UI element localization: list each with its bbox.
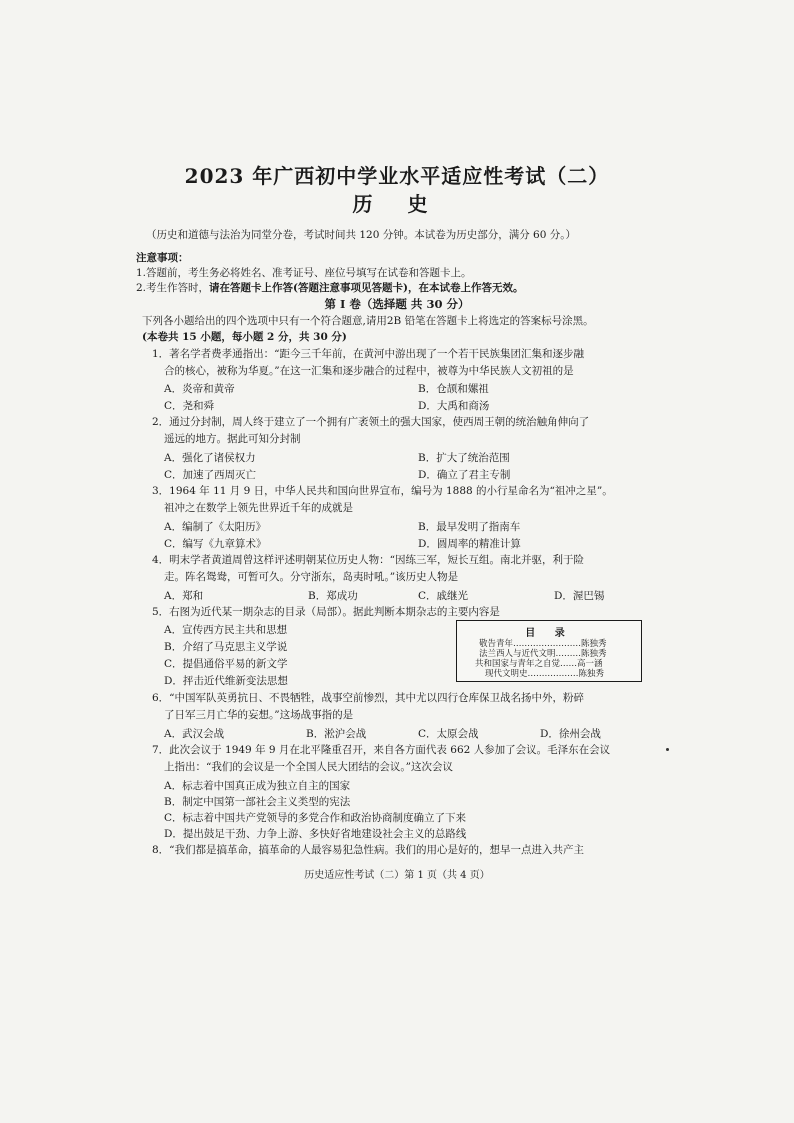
- q4-option-d: D．渥巴锡: [554, 590, 605, 602]
- q3-option-c: C．编写《九章算术》: [164, 538, 267, 550]
- q3-option-a: A．编制了《太阳历》: [164, 521, 267, 533]
- page-footer: 历史适应性考试（二）第 1 页（共 4 页）: [304, 870, 490, 881]
- notes-item-1: 1.答题前，考生务必将姓名、准考证号、座位号填写在试卷和答题卡上。: [136, 267, 472, 279]
- notes-heading: 注意事项：: [136, 252, 189, 264]
- question-1: 1．著名学者费孝通指出：“距今三千年前，在黄河中游出现了一个若干民族集团汇集和逐步融 合的核心，被称为华夏。”在这一汇集和逐步融合的过程中，被尊为中华民族人文初祖的是: [152, 348, 585, 377]
- toc-row: 法兰西人与近代文明………陈独秀: [479, 649, 607, 659]
- toc-heading: 目 录: [525, 628, 573, 639]
- q7-option-b: B．制定中国第一部社会主义类型的宪法: [164, 796, 351, 808]
- section-instruction: 下列各小题给出的四个选项中只有一个符合题意,请用2B 铅笔在答题卡上将选定的答案标号涂黑。: [142, 315, 594, 327]
- q6-option-c: C．太原会战: [418, 728, 479, 740]
- q3-option-b: B．最早发明了指南车: [418, 521, 521, 533]
- question-7: 7．此次会议于 1949 年 9 月在北平隆重召开，来自各方面代表 662 人参加了会议。毛泽东在会议 上指出：“我们的会议是一个全国人民大团结的会议。”这次会议: [152, 744, 611, 773]
- toc-row: 共和国家与青年之自觉……高一涵: [475, 659, 603, 669]
- exam-intro: （历史和道德与法治为同堂分卷，考试时间共 120 分钟。本试卷为历史部分，满分 60 分。）: [146, 229, 577, 241]
- section-title: 第 Ⅰ 卷（选择题 共 30 分）: [324, 297, 470, 311]
- q1-option-c: C．尧和舜: [164, 400, 215, 412]
- q7-option-d: D．提出鼓足干劲、力争上游、多快好省地建设社会主义的总路线: [164, 828, 467, 840]
- q2-option-a: A．强化了诸侯权力: [164, 452, 256, 464]
- q7-option-a: A．标志着中国真正成为独立自主的国家: [164, 780, 351, 792]
- scan-speck: [666, 748, 669, 751]
- q2-option-c: C．加速了西周灭亡: [164, 469, 257, 481]
- question-5: 5．右图为近代某一期杂志的目录（局部）。据此判断本期杂志的主要内容是: [152, 606, 500, 618]
- q4-option-c: C．戚继光: [418, 590, 469, 602]
- question-4: 4．明末学者黄道周曾这样评述明朝某位历史人物：“因练三军，短长互组。南北并驱，利于险 走。阵名鸳鸯，可暂可久。分守浙东，岛夷时吼。”该历史人物是: [152, 554, 585, 583]
- question-8: 8．“我们都是搞革命，搞革命的人最容易犯急性病。我们的用心是好的，想早一点进入共产主: [152, 844, 585, 856]
- q1-option-a: A．炎帝和黄帝: [164, 383, 235, 395]
- question-6: 6．“中国军队英勇抗日、不畏牺牲，战事空前惨烈，其中尤以四行仓库保卫战名扬中外，粉碎 了日军三月亡华的妄想。”这场战事指的是: [152, 692, 585, 721]
- notes-item-2: 2.考生作答时，请在答题卡上作答(答题注意事项见答题卡)，在本试卷上作答无效。: [136, 282, 524, 294]
- q7-option-c: C．标志着中国共产党领导的多党合作和政治协商制度确立了下来: [164, 812, 467, 824]
- q2-option-d: D．确立了君主专制: [418, 469, 511, 481]
- q5-option-b: B．介绍了马克思主义学说: [164, 641, 288, 653]
- q5-option-c: C．提倡通俗平易的新文学: [164, 658, 288, 670]
- subject-title: 历 史: [352, 192, 442, 216]
- exam-title: 2023 年广西初中学业水平适应性考试（二）: [184, 164, 610, 188]
- q6-option-a: A．武汉会战: [164, 728, 225, 740]
- q1-option-d: D．大禹和商汤: [418, 400, 490, 412]
- magazine-toc-box: [456, 620, 642, 682]
- q3-option-d: D．圆周率的精准计算: [418, 538, 521, 550]
- toc-row: 敬告青年……………………陈独秀: [479, 639, 607, 649]
- toc-row: 现代文明史………………陈独秀: [485, 669, 605, 679]
- q1-option-b: B．仓颉和嫘祖: [418, 383, 489, 395]
- q4-option-a: A．郑和: [164, 590, 204, 602]
- q4-option-b: B．郑成功: [308, 590, 358, 602]
- q2-option-b: B．扩大了统治范围: [418, 452, 510, 464]
- q5-option-d: D．抨击近代维新变法思想: [164, 675, 288, 687]
- question-3: 3．1964 年 11 月 9 日，中华人民共和国向世界宣布，编号为 1888 的小行星命名为“祖冲之星”。 祖冲之在数学上领先世界近千年的成就是: [152, 485, 613, 514]
- question-2: 2．通过分封制，周人终于建立了一个拥有广袤领土的强大国家，使西周王朝的统治触角伸向了 遥远的地方。据此可知分封制: [152, 416, 590, 445]
- section-note: (本卷共 15 小题，每小题 2 分，共 30 分): [142, 331, 347, 343]
- q6-option-b: B．淞沪会战: [306, 728, 367, 740]
- q5-option-a: A．宣传西方民主共和思想: [164, 624, 288, 636]
- q6-option-d: D．徐州会战: [540, 728, 601, 740]
